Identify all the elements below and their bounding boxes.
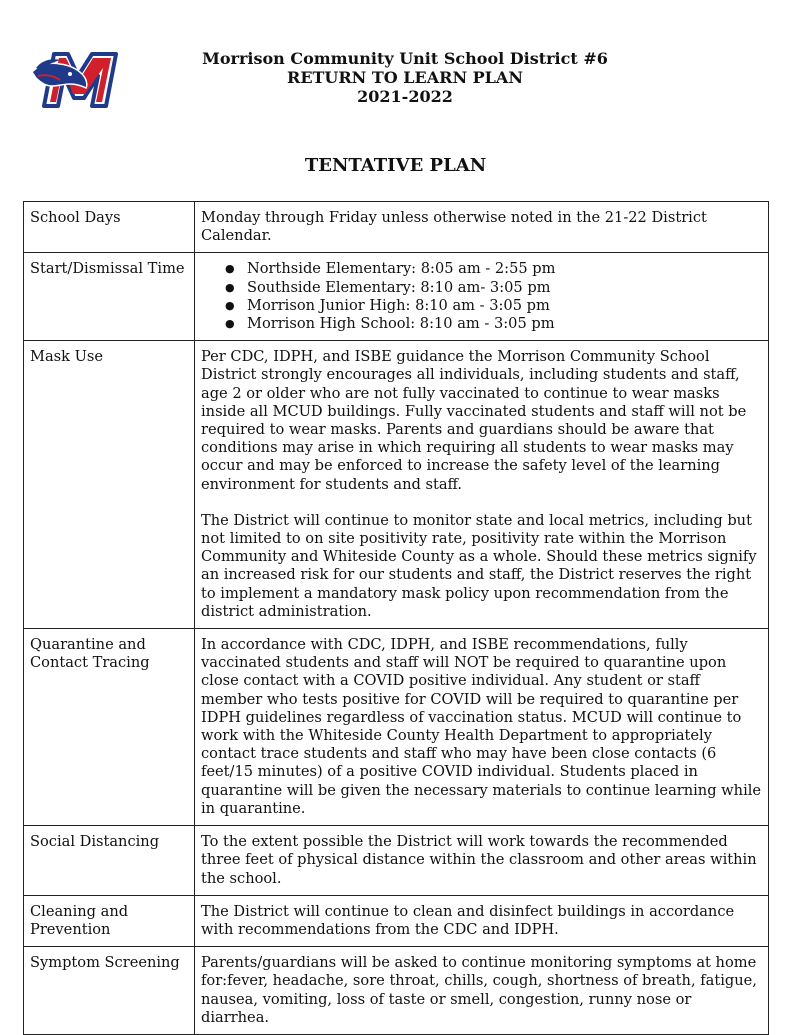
row-label: School Days	[24, 202, 195, 253]
school-year: 2021-2022	[357, 87, 453, 106]
table-row	[24, 202, 769, 253]
row-label: Social Distancing	[24, 826, 195, 896]
row-content	[195, 341, 769, 629]
row-label: Start/Dismissal Time	[24, 253, 195, 341]
distancing-text: To the extent possible the District will work towards the recommended three feet of physical distance within the classroom and other areas within the school.	[201, 833, 757, 887]
row-label: Symptom Screening	[24, 947, 195, 1035]
list-item: ● Morrison High School: 8:10 am - 3:05 pm	[247, 315, 762, 333]
mask-paragraph-1: Per CDC, IDPH, and ISBE guidance the Morrison Community School District strongly encourages all individuals, including students and staff, age 2 or older who are not fully vaccinated to continue to wear masks inside all MCUD buildings. Fully vaccinated students and staff will not be required to wear masks. Parents and guardians should be aware that conditions may arise in which requiring all students to wear masks may occur and may be enforced to increase the safety level of the learning environment for students and staff.	[201, 348, 747, 493]
list-item: ● Southside Elementary: 8:10 am- 3:05 pm	[247, 279, 762, 297]
document-header	[0, 49, 791, 106]
table-row	[24, 253, 769, 341]
school-times-list	[201, 260, 762, 333]
table-row	[24, 947, 769, 1035]
screening-text: Parents/guardians will be asked to continue monitoring symptoms at home for:fever, headache, sore throat, chills, cough, shortness of breath, fatigue, nausea, vomiting, loss of taste or smell, congestion, runny nose or diarrhea.	[201, 954, 757, 1026]
plan-table	[23, 201, 769, 1035]
table-row	[24, 826, 769, 896]
list-item: ● Morrison Junior High: 8:10 am - 3:05 pm	[247, 297, 762, 315]
plan-title: RETURN TO LEARN PLAN	[287, 68, 523, 87]
list-item: ● Northside Elementary: 8:05 am - 2:55 pm	[247, 260, 762, 278]
row-content	[195, 826, 769, 896]
row-content	[195, 629, 769, 826]
row-content	[195, 253, 769, 341]
row-label: Cleaning and Prevention	[24, 895, 195, 946]
cleaning-text: The District will continue to clean and disinfect buildings in accordance with recommendations from the CDC and IDPH.	[201, 902, 735, 938]
row-content	[195, 895, 769, 946]
table-row	[24, 629, 769, 826]
quarantine-text: In accordance with CDC, IDPH, and ISBE recommendations, fully vaccinated students and staff will NOT be required to quarantine upon close contact with a COVID positive individual. Any student or staff member who tests positive for COVID will be required to quarantine per IDPH guidelines regardless of vaccination status. MCUD will continue to work with the Whiteside County Health Department to appropriately contact trace students and staff who may have been close contacts (6 feet/15 minutes) of a positive COVID individual. Students placed in quarantine will be given the necessary materials to continue learning while in quarantine.	[201, 636, 762, 817]
row-label: Mask Use	[24, 341, 195, 629]
school-days-text: Monday through Friday unless otherwise noted in the 21-22 District Calendar.	[201, 209, 707, 245]
table-row	[24, 895, 769, 946]
mask-paragraph-2: The District will continue to monitor state and local metrics, including but not limited to on site positivity rate, positivity rate within the Morrison Community and Whiteside County as a whole. Should these metrics signify an increased risk for our students and staff, the District reserves the right to implement a mandatory mask policy upon recommendation from the district administration.	[201, 511, 757, 620]
row-content	[195, 202, 769, 253]
tentative-plan-heading: TENTATIVE PLAN	[304, 155, 487, 176]
row-content	[195, 947, 769, 1035]
row-label: Quarantine and Contact Tracing	[24, 629, 195, 826]
district-name: Morrison Community Unit School District #6	[202, 49, 608, 68]
table-row	[24, 341, 769, 629]
